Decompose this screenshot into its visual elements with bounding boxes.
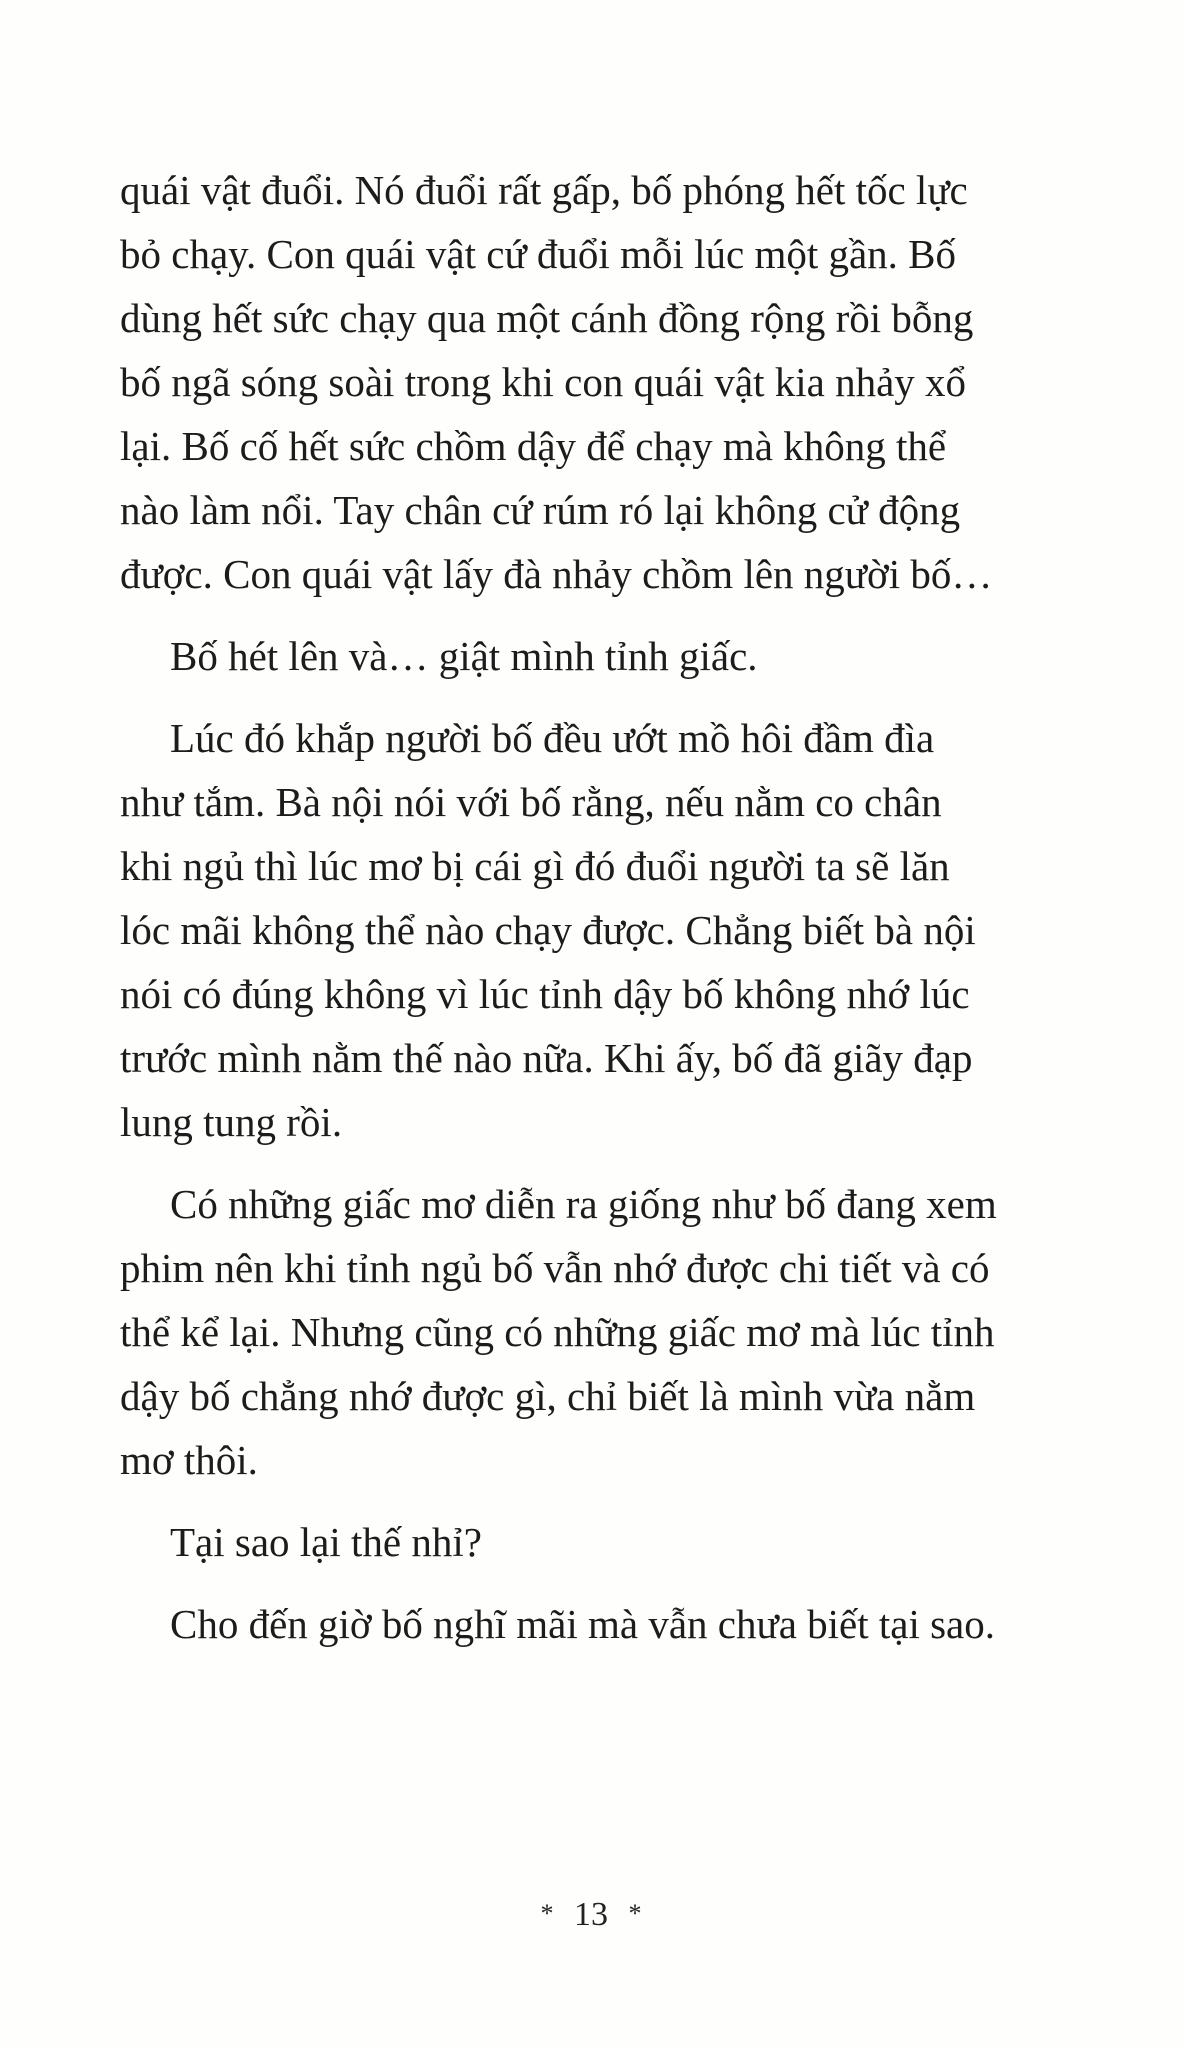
text-line: mơ thôi.	[120, 1437, 258, 1483]
text-line: dậy bố chẳng nhớ được gì, chỉ biết là mình vừa nằm	[120, 1373, 976, 1419]
paragraph-gap	[120, 1154, 1020, 1172]
text-line: Tại sao lại thế nhỉ?	[170, 1519, 482, 1565]
text-line: được. Con quái vật lấy đà nhảy chồm lên người bố…	[120, 551, 993, 597]
text-line: lung tung rồi.	[120, 1099, 343, 1145]
text-line: lại. Bố cố hết sức chồm dậy để chạy mà không thể	[120, 423, 947, 469]
text-line: dùng hết sức chạy qua một cánh đồng rộng rồi bỗng	[120, 295, 974, 341]
text-line: lóc mãi không thể nào chạy được. Chẳng biết bà nội	[120, 907, 976, 953]
text-line: Lúc đó khắp người bố đều ướt mồ hôi đầm đìa	[170, 715, 935, 761]
paragraph	[120, 1172, 1020, 1492]
star-ornament-left: *	[540, 1899, 554, 1928]
page-footer	[0, 1896, 1182, 1934]
star-ornament-right: *	[628, 1899, 642, 1928]
body-text	[120, 158, 1020, 1656]
paragraph	[120, 624, 1020, 688]
text-line: thể kể lại. Nhưng cũng có những giấc mơ mà lúc tỉnh	[120, 1309, 995, 1355]
paragraph	[120, 1510, 1020, 1574]
paragraph	[120, 706, 1020, 1154]
text-line: bố ngã sóng soài trong khi con quái vật kia nhảy xổ	[120, 359, 967, 405]
paragraph-gap	[120, 1574, 1020, 1592]
text-line: Cho đến giờ bố nghĩ mãi mà vẫn chưa biết tại sao.	[170, 1601, 996, 1647]
text-line: nào làm nổi. Tay chân cứ rúm ró lại không cử động	[120, 487, 961, 533]
text-line: phim nên khi tỉnh ngủ bố vẫn nhớ được chi tiết và có	[120, 1245, 990, 1291]
text-line: nói có đúng không vì lúc tỉnh dậy bố không nhớ lúc	[120, 971, 970, 1017]
text-line: quái vật đuổi. Nó đuổi rất gấp, bố phóng hết tốc lực	[120, 167, 968, 213]
text-line: trước mình nằm thế nào nữa. Khi ấy, bố đã giãy đạp	[120, 1035, 973, 1081]
text-line: bỏ chạy. Con quái vật cứ đuổi mỗi lúc một gần. Bố	[120, 231, 957, 277]
paragraph-gap	[120, 606, 1020, 624]
text-line: Bố hét lên và… giật mình tỉnh giấc.	[170, 633, 758, 679]
paragraph-gap	[120, 688, 1020, 706]
paragraph-gap	[120, 1492, 1020, 1510]
text-line: như tắm. Bà nội nói với bố rằng, nếu nằm co chân	[120, 779, 942, 825]
paragraph	[120, 1592, 1020, 1656]
paragraph	[120, 158, 1020, 606]
text-line: Có những giấc mơ diễn ra giống như bố đang xem	[170, 1181, 997, 1227]
page-number: 13	[574, 1896, 608, 1933]
text-line: khi ngủ thì lúc mơ bị cái gì đó đuổi người ta sẽ lăn	[120, 843, 950, 889]
